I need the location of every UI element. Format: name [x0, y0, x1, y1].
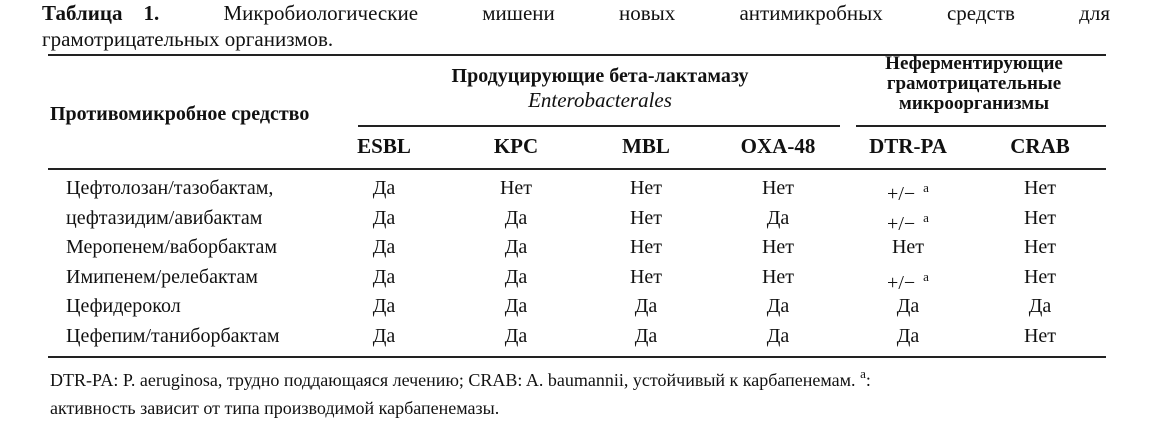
- cell-value: Да: [504, 295, 528, 317]
- column-header: MBL: [622, 134, 670, 158]
- table-cell: [1024, 235, 1056, 259]
- cell-value: Нет: [629, 177, 663, 199]
- group2-title-line: грамотрицательные: [886, 73, 1062, 94]
- table-cell: [1024, 206, 1056, 230]
- cell-value: +/−: [887, 213, 916, 235]
- group1-title: Продуцирующие бета-лактамазу: [451, 65, 749, 87]
- table-cell: [505, 206, 528, 230]
- cell-value: Нет: [761, 236, 795, 258]
- row-header-label: Противомикробное средство: [50, 103, 310, 125]
- cell-value: Да: [504, 266, 528, 288]
- table-cell: [762, 235, 794, 259]
- table-cell: [630, 176, 662, 200]
- table-cell: [887, 206, 929, 236]
- table-cell: [505, 235, 528, 259]
- row-label: Цефидерокол: [66, 295, 181, 317]
- cell-value: +/−: [887, 183, 916, 205]
- row-label: цефтазидим/авибактам: [66, 207, 263, 229]
- row-label: Цефтолозан/тазобактам,: [66, 177, 274, 199]
- cell-value: Да: [766, 295, 790, 317]
- bottom-rule: [48, 356, 1106, 358]
- cell-value: Да: [634, 295, 658, 317]
- caption-word: мишени: [482, 1, 555, 25]
- table-cell: [373, 265, 396, 289]
- table-cell: [1024, 265, 1056, 289]
- footnote-colon: :: [865, 370, 871, 390]
- caption-line-1: [42, 0, 1110, 26]
- cell-value: Нет: [761, 177, 795, 199]
- header-rule: [48, 168, 1106, 170]
- footnote-line-2: активность зависит от типа производимой карбапенемазы.: [50, 398, 500, 418]
- footnote-mark: a: [923, 180, 929, 195]
- cell-value: Да: [634, 325, 658, 347]
- caption-word: Микробиологические: [223, 1, 419, 25]
- cell-value: Нет: [1023, 177, 1057, 199]
- group2-title-line: Неферментирующие: [885, 53, 1063, 74]
- cell-value: Нет: [761, 266, 795, 288]
- cell-value: Да: [504, 325, 528, 347]
- column-header: OXA-48: [740, 134, 816, 158]
- table-cell: [635, 294, 658, 318]
- table-cell: [500, 176, 532, 200]
- footnote-mark: a: [860, 366, 866, 381]
- table-cell: [630, 206, 662, 230]
- cell-value: Да: [1028, 295, 1052, 317]
- cell-value: Да: [372, 325, 396, 347]
- caption-word: антимикробных: [739, 1, 883, 25]
- table-cell: [762, 265, 794, 289]
- cell-value: Да: [504, 236, 528, 258]
- table-cell: [767, 206, 790, 230]
- caption-label: Таблица: [42, 1, 123, 25]
- group1-subtitle: Enterobacterales: [528, 88, 672, 112]
- cell-value: Да: [766, 325, 790, 347]
- row-label: Меропенем/ваборбактам: [66, 236, 278, 258]
- table-cell: [1029, 294, 1052, 318]
- table-cell: [630, 235, 662, 259]
- cell-value: Да: [372, 295, 396, 317]
- column-header: ESBL: [357, 134, 411, 158]
- footnote-mark: a: [923, 210, 929, 225]
- table-cell: [762, 176, 794, 200]
- row-label: Цефепим/таниборбактам: [66, 325, 280, 347]
- table-cell: [767, 324, 790, 348]
- cell-value: Нет: [1023, 266, 1057, 288]
- group1-header: [452, 64, 749, 112]
- table-cell: [505, 265, 528, 289]
- column-header: CRAB: [1010, 134, 1070, 158]
- footnote-line-1: DTR-PA: P. aeruginosa, трудно поддающаяся лечению; CRAB: A. baumannii, устойчивый к карбапенемам.: [50, 370, 856, 390]
- cell-value: Да: [896, 325, 920, 347]
- table-cell: [373, 206, 396, 230]
- group1-underline: [358, 125, 840, 127]
- table-cell: [373, 235, 396, 259]
- cell-value: Нет: [499, 177, 533, 199]
- cell-value: Нет: [891, 236, 925, 258]
- table-cell: [373, 324, 396, 348]
- column-header: DTR-PA: [869, 134, 947, 158]
- table-cell: [505, 294, 528, 318]
- group2-header: [885, 54, 1063, 114]
- cell-value: Да: [896, 295, 920, 317]
- cell-value: Да: [372, 177, 396, 199]
- cell-value: Да: [372, 236, 396, 258]
- caption-number: 1.: [143, 1, 160, 25]
- footnote-mark: a: [923, 269, 929, 284]
- table-cell: [897, 294, 920, 318]
- table-cell: [630, 265, 662, 289]
- group2-title-line: микроорганизмы: [898, 93, 1050, 114]
- table-cell: [1024, 176, 1056, 200]
- table-cell: [767, 294, 790, 318]
- row-label: Имипенем/релебактам: [66, 266, 258, 288]
- caption-word: новых: [618, 1, 676, 25]
- cell-value: Нет: [629, 266, 663, 288]
- table-cell: [892, 235, 924, 259]
- cell-value: Да: [372, 266, 396, 288]
- cell-value: Нет: [629, 207, 663, 229]
- group2-underline: [856, 125, 1106, 127]
- table-caption: [42, 0, 1110, 52]
- table-cell: [373, 294, 396, 318]
- caption-line-2: грамотрицательных организмов.: [42, 27, 334, 51]
- caption-word: средств: [946, 1, 1015, 25]
- cell-value: Нет: [1023, 325, 1057, 347]
- caption-word: для: [1079, 1, 1110, 25]
- table-cell: [887, 265, 929, 295]
- table-cell: [887, 176, 929, 206]
- cell-value: Нет: [629, 236, 663, 258]
- table-cell: [505, 324, 528, 348]
- cell-value: Да: [372, 207, 396, 229]
- column-header: KPC: [493, 134, 539, 158]
- table-cell: [1024, 324, 1056, 348]
- table-cell: [635, 324, 658, 348]
- cell-value: Нет: [1023, 207, 1057, 229]
- cell-value: Да: [504, 207, 528, 229]
- table-cell: [897, 324, 920, 348]
- cell-value: Нет: [1023, 236, 1057, 258]
- table-cell: [373, 176, 396, 200]
- cell-value: Да: [766, 207, 790, 229]
- cell-value: +/−: [887, 272, 916, 294]
